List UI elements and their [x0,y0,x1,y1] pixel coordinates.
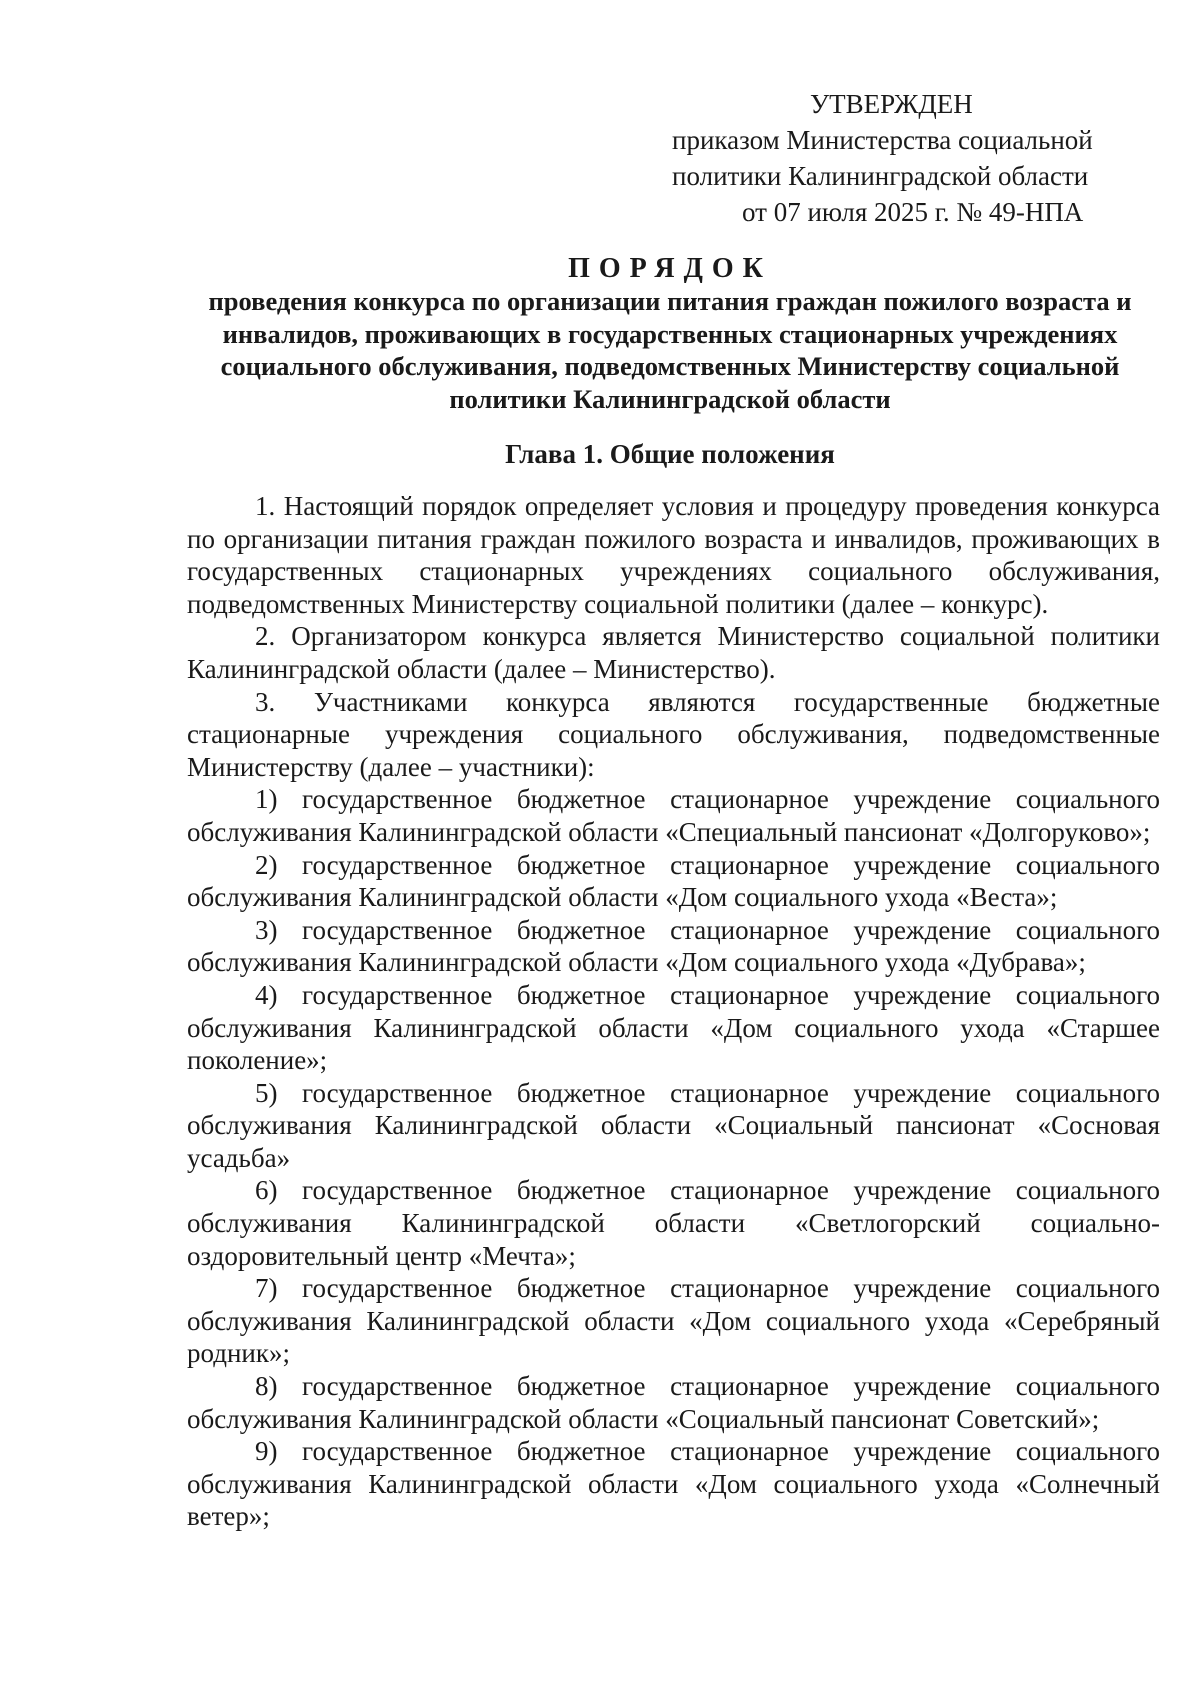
approval-order-line-2: политики Калининградской области [672,161,1089,191]
list-item-5: 5) государственное бюджетное стационарное учреждение социального обслуживания Калининградской области «Социальный пансионат «Сосновая усадьба» [187,1077,1160,1173]
paragraph-1: 1. Настоящий порядок определяет условия и процедуру проведения конкурса по организации питания граждан пожилого возраста и инвалидов, проживающих в государственных стационарных учреждениях социального обслуживания, подведомственных Министерству социальной политики (далее – конкурс). [187,491,1160,619]
document-body [187,490,1160,1533]
list-item-4: 4) государственное бюджетное стационарное учреждение социального обслуживания Калининградской области «Дом социального ухода «Старшее поколение»; [187,979,1160,1076]
list-item-8: 8) государственное бюджетное стационарное учреждение социального обслуживания Калининградской области «Социальный пансионат Советский»; [187,1371,1160,1434]
paragraph-3: 3. Участниками конкурса являются государственные бюджетные стационарные учреждения социального обслуживания, подведомственные Министерству (далее – участники): [187,686,1160,782]
list-item-1: 1) государственное бюджетное стационарное учреждение социального обслуживания Калининградской области «Специальный пансионат «Долгоруково»; [187,784,1160,847]
list-item-9: 9) государственное бюджетное стационарное учреждение социального обслуживания Калининградской области «Дом социального ухода «Солнечный ветер»; [187,1436,1160,1532]
list-item-7: 7) государственное бюджетное стационарное учреждение социального обслуживания Калининградской области «Дом социального ухода «Серебряный родник»; [187,1273,1160,1369]
list-item-6: 6) государственное бюджетное стационарное учреждение социального обслуживания Калининградской области «Светлогорский социально-оздоровительный центр «Мечта»; [187,1175,1160,1271]
approval-date: от 07 июля 2025 г. № 49-НПА [742,197,1084,227]
document-title: ПОРЯДОК [568,253,772,284]
approval-order-line-1: приказом Министерства социальной [672,125,1093,155]
document-subtitle: проведения конкурса по организации питания граждан пожилого возраста и инвалидов, проживающих в государственных стационарных учреждениях социального обслуживания, подведомственных Министерству социальной политики Калининградской области [208,286,1132,414]
list-item-3: 3) государственное бюджетное стационарное учреждение социального обслуживания Калининградской области «Дом социального ухода «Дубрава»; [187,914,1160,978]
approval-title: УТВЕРЖДЕН [810,89,973,119]
approval-stamp-block [672,86,1142,230]
list-item-2: 2) государственное бюджетное стационарное учреждение социального обслуживания Калининградской области «Дом социального ухода «Веста»; [187,849,1160,913]
chapter-heading: Глава 1. Общие положения [505,439,835,469]
paragraph-2: 2. Организатором конкурса является Министерство социальной политики Калининградской области (далее – Министерство). [187,621,1160,684]
